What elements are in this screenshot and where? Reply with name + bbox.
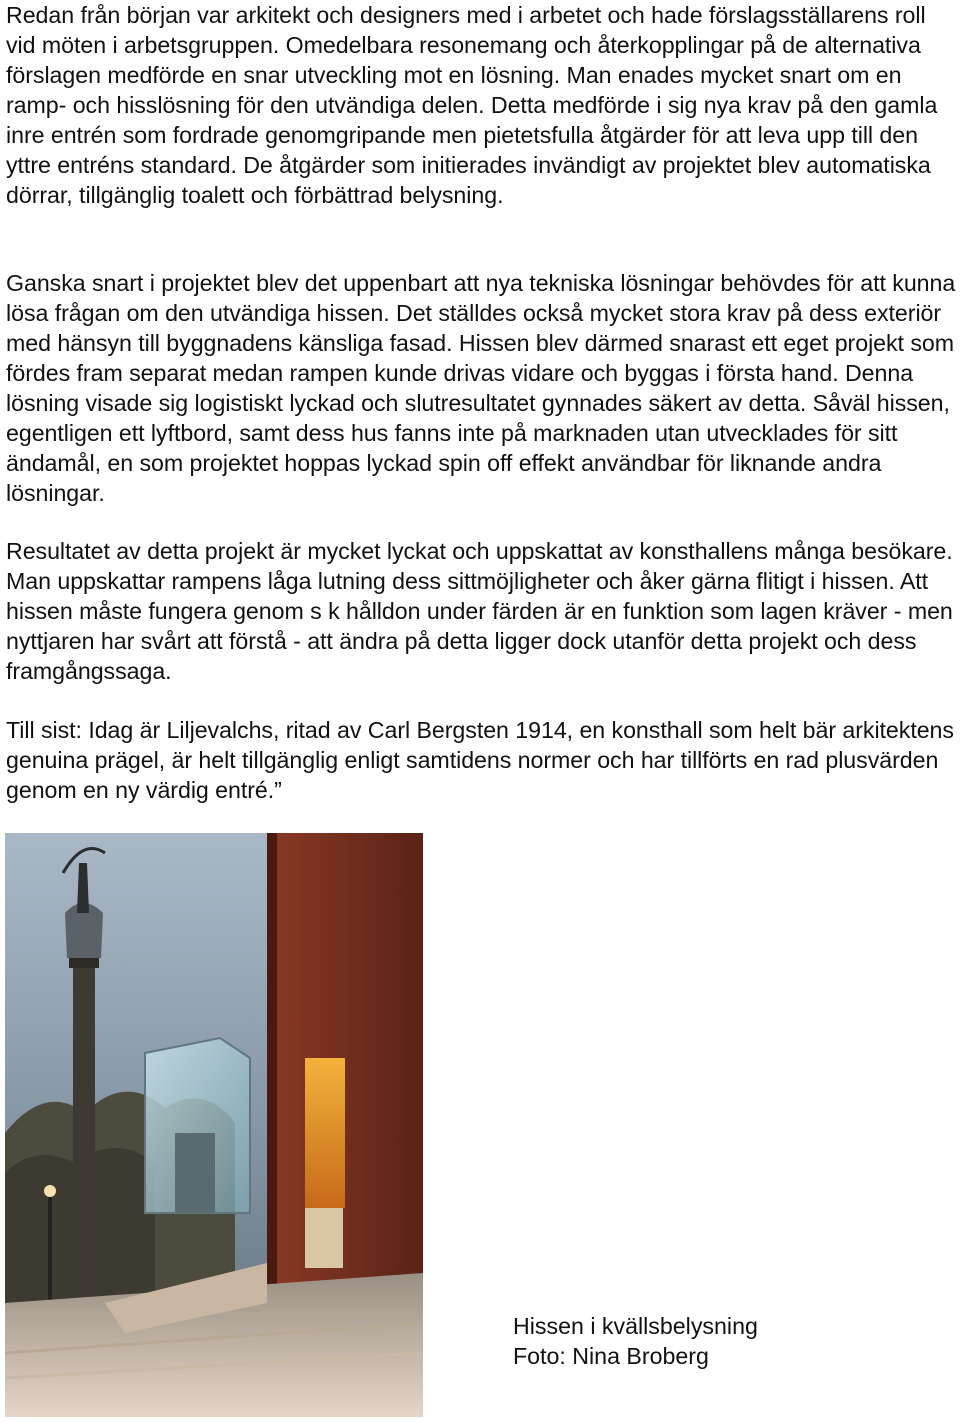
lamp-light — [44, 1185, 56, 1197]
column-capital — [69, 958, 99, 968]
photo-caption — [513, 1311, 758, 1371]
paragraph-1: Redan från början var arkitekt och designers med i arbetet och hade förslagsställarens roll vid möten i arbetsgruppen. Omedelbara resonemang och återkopplingar på de alternativa förslagen medförde en snar utveckling mot en lösning. Man enades mycket snart om en ramp- och hisslösning för den utvändiga delen. Detta medförde i sig nya krav på den gamla inre entrén som fordrade genomgripande men pietetsfulla åtgärder för att leva upp till den yttre entréns standard. De åtgärder som initierades invändigt av projektet blev automatiska dörrar, tillgänglig toalett och förbättrad belysning. — [6, 2, 938, 208]
archer-statue — [77, 863, 89, 913]
elevator-evening-photo — [5, 833, 423, 1417]
paragraph-3: Resultatet av detta projekt är mycket lyckat och uppskattat av konsthallens många besökare. Man uppskattar rampens låga lutning dess sittmöjligheter och åker gärna flitigt i hissen. Att hissen måste fungera genom s k hålldon under färden är en funktion som lagen kräver - men nyttjaren har svårt att förstå - att ändra på detta ligger dock utanför detta projekt och dess framgångssaga. — [6, 538, 953, 684]
photo-illustration — [5, 833, 423, 1417]
entrance-sign — [305, 1208, 343, 1268]
lit-banner — [305, 1058, 345, 1208]
elevator-door — [175, 1133, 215, 1213]
column — [73, 963, 95, 1353]
caption-title: Hissen i kvällsbelysning — [513, 1313, 758, 1339]
paragraph-4: Till sist: Idag är Liljevalchs, ritad av Carl Bergsten 1914, en konsthall som helt bär arkitektens genuina prägel, är helt tillgänglig enligt samtidens normer och har tillförts en rad plusvärden genom en ny värdig entré.” — [6, 717, 954, 803]
caption-credit: Foto: Nina Broberg — [513, 1343, 709, 1369]
paragraph-2: Ganska snart i projektet blev det uppenbart att nya tekniska lösningar behövdes för att kunna lösa frågan om den utvändiga hissen. Det ställdes också mycket stora krav på dess exteriör med hänsyn till byggnadens känsliga fasad. Hissen blev därmed snarast ett eget projekt som fördes fram separat medan rampen kunde drivas vidare och byggas i första hand. Denna lösning visade sig logistiskt lyckad och slutresultatet gynnades säkert av detta. Såväl hissen, egentligen ett lyftbord, samt dess hus fanns inte på marknaden utan utvecklades för sitt ändamål, en som projektet hoppas lyckad spin off effekt användbar för liknande andra lösningar. — [6, 270, 956, 506]
